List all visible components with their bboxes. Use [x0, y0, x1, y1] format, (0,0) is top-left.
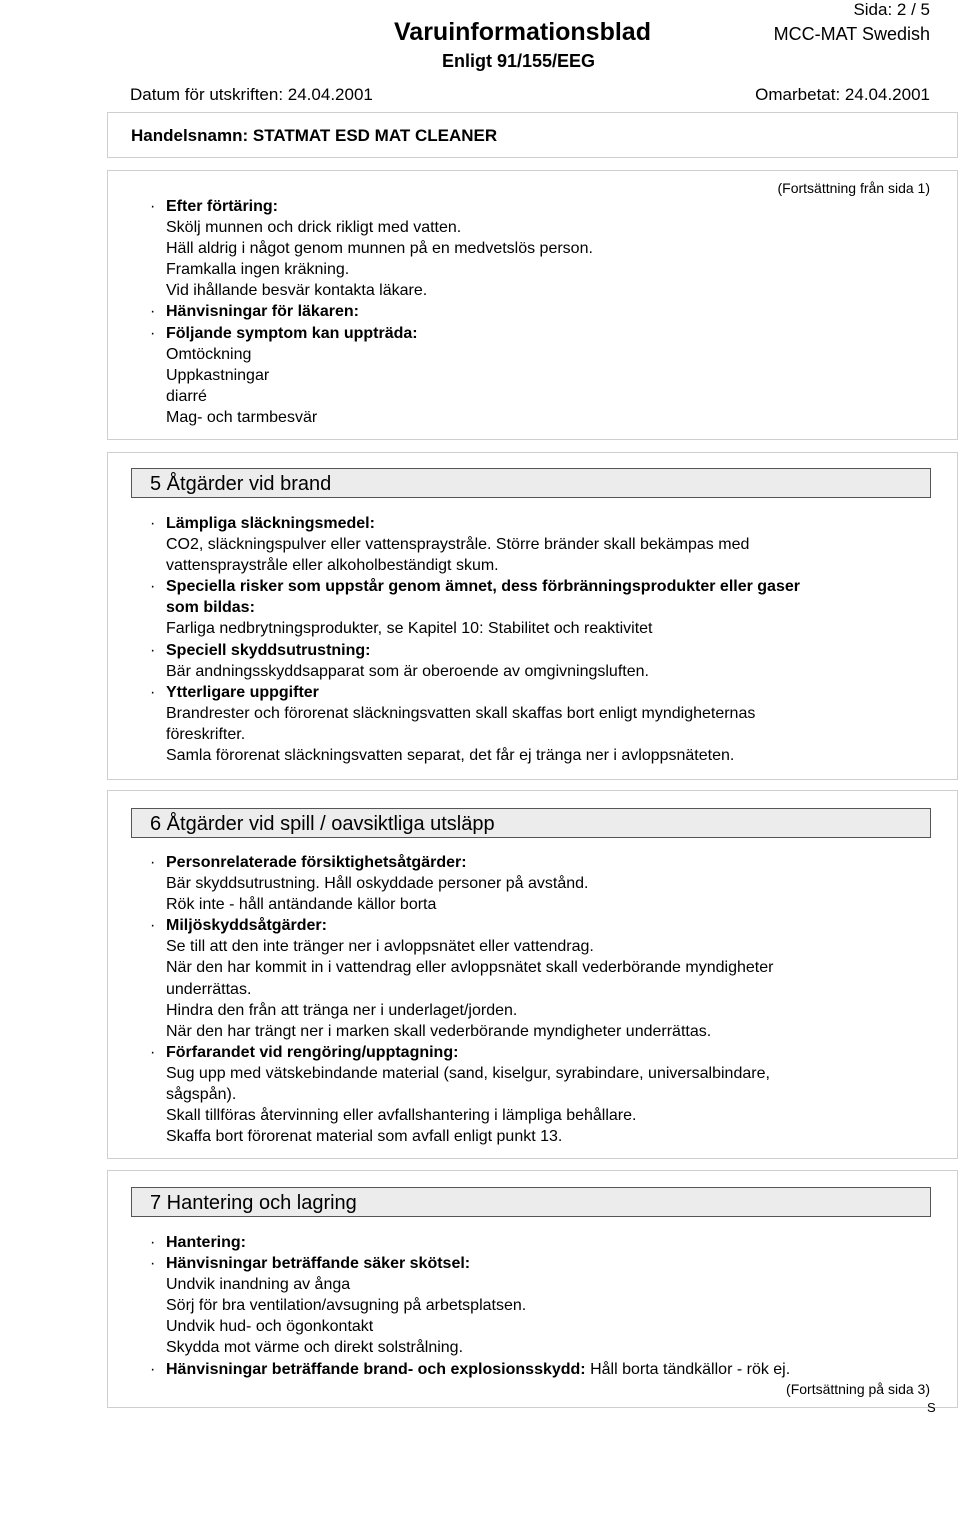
list-item: · Miljöskyddsåtgärder:: [150, 917, 327, 935]
hazards-label: Speciella risker som uppstår genom ämnet, dess förbränningsprodukter eller gaser: [166, 578, 800, 596]
text-line: Sug upp med vätskebindande material (sand, kiselgur, syrabindare, universalbindare,: [166, 1064, 770, 1082]
text-line: Skaffa bort förorenat material som avfall enligt punkt 13.: [166, 1128, 563, 1146]
text-line: Samla förorenat släckningsvatten separat, det får ej tränga ner i avloppsnäteten.: [166, 747, 735, 765]
stray-mark: S: [927, 1400, 936, 1415]
symptoms-label: Följande symptom kan uppträda:: [166, 324, 418, 342]
trade-name: Handelsnamn: STATMAT ESD MAT CLEANER: [131, 126, 498, 145]
text-line: Sörj för bra ventilation/avsugning på arbetsplatsen.: [166, 1297, 527, 1315]
text-line: Brandrester och förorenat släckningsvatten skall skaffas bort enligt myndigheternas: [166, 704, 756, 722]
symptom: Mag- och tarmbesvär: [166, 408, 318, 426]
ingestion-label: Efter förtäring:: [166, 198, 278, 215]
print-date: Datum för utskriften: 24.04.2001: [130, 85, 373, 104]
text-line: CO2, släckningspulver eller vattenspraystråle. Större bränder skall bekämpas med: [166, 536, 750, 554]
text-line: sågspån).: [166, 1086, 237, 1104]
cleanup-label: Förfarandet vid rengöring/upptagning:: [166, 1043, 459, 1061]
symptom: Omtöckning: [166, 345, 252, 363]
revised-date: Omarbetat: 24.04.2001: [755, 85, 930, 104]
section6-heading: 6 Åtgärder vid spill / oavsiktliga utsläpp: [131, 808, 931, 838]
list-item: · Ytterligare uppgifter: [150, 683, 319, 701]
list-item: · Hänvisningar beträffande säker skötsel:: [150, 1255, 471, 1273]
list-item: · Förfarandet vid rengöring/upptagning:: [150, 1043, 459, 1061]
fire-label: Hänvisningar beträffande brand- och explosionsskydd:: [166, 1360, 586, 1378]
section6-content: [150, 852, 773, 1147]
text-line: Skydda mot värme och direkt solstrålning.: [166, 1339, 464, 1357]
list-item: · Lämpliga släckningsmedel:: [150, 515, 375, 532]
text-line: Farliga nedbrytningsprodukter, se Kapitel 10: Stabilitet och reaktivitet: [166, 620, 653, 638]
env-label: Miljöskyddsåtgärder:: [166, 917, 327, 935]
text-line: Bär skyddsutrustning. Håll oskyddade personer på avstånd.: [166, 875, 589, 893]
text-line: När den har kommit in i vattendrag eller avloppsnätet skall vederbörande myndigheter: [166, 959, 774, 977]
equipment-label: Speciell skyddsutrustning:: [166, 641, 371, 659]
text-line: Skölj munnen och drick rikligt med vatten.: [166, 219, 462, 237]
symptom: diarré: [166, 387, 207, 405]
list-item: · Speciell skyddsutrustning:: [150, 641, 371, 659]
handling-label: Hantering:: [166, 1234, 246, 1251]
fire-text: Håll borta tändkällor - rök ej.: [590, 1360, 791, 1378]
text-line: underrättas.: [166, 980, 252, 998]
text-line: Undvik hud- och ögonkontakt: [166, 1318, 374, 1336]
list-item: · Hänvisningar för läkaren:: [150, 303, 359, 321]
page-number: Sida: 2 / 5: [853, 0, 930, 19]
company-name: MCC-MAT Swedish: [773, 24, 930, 44]
continuation-to: (Fortsättning på sida 3): [786, 1381, 930, 1397]
list-item: · Hänvisningar beträffande brand- och explosionsskydd: Håll borta tändkällor - rök ej.: [150, 1360, 791, 1378]
text-line: [150, 597, 800, 618]
text-line: Rök inte - håll antändande källor borta: [166, 896, 437, 914]
text-line: Häll aldrig i något genom munnen på en medvetslös person.: [166, 240, 593, 258]
list-item: · Speciella risker som uppstår genom ämnet, dess förbränningsprodukter eller gaser: [150, 578, 800, 596]
text-line: Framkalla ingen kräkning.: [166, 261, 350, 279]
list-item: · Efter förtäring:: [150, 198, 278, 215]
symptom: Uppkastningar: [166, 366, 270, 384]
text-line: Bär andningsskyddsapparat som är oberoende av omgivningsluften.: [166, 662, 649, 680]
further-label: Ytterligare uppgifter: [166, 683, 319, 701]
text-line: föreskrifter.: [166, 725, 246, 743]
text-line: Undvik inandning av ånga: [166, 1276, 351, 1294]
doctor-label: Hänvisningar för läkaren:: [166, 303, 359, 321]
text-line: Se till att den inte tränger ner i avloppsnätet eller vattendrag.: [166, 938, 594, 956]
section4-content: [150, 196, 593, 428]
document-subtitle: Enligt 91/155/EEG: [442, 51, 596, 71]
media-label: Lämpliga släckningsmedel:: [166, 515, 375, 532]
section7-heading: 7 Hantering och lagring: [131, 1187, 931, 1217]
list-item: · Personrelaterade försiktighetsåtgärder:: [150, 854, 467, 871]
text-line: Skall tillföras återvinning eller avfallshantering i lämpliga behållare.: [166, 1107, 637, 1125]
document-title: Varuinformationsblad: [394, 18, 651, 46]
text-line: När den har trängt ner i marken skall vederbörande myndigheter underrättas.: [166, 1022, 712, 1040]
section5-content: [150, 513, 800, 766]
safe-label: Hänvisningar beträffande säker skötsel:: [166, 1255, 471, 1273]
list-item: · Hantering:: [150, 1234, 246, 1251]
text-line: Hindra den från att tränga ner i underlaget/jorden.: [166, 1001, 518, 1019]
section7-content: [150, 1232, 790, 1380]
personal-label: Personrelaterade försiktighetsåtgärder:: [166, 854, 467, 871]
continuation-from: (Fortsättning från sida 1): [777, 180, 930, 196]
hazards-label-cont: som bildas:: [166, 599, 255, 617]
text-line: vattenspraystråle eller alkoholbeständigt skum.: [166, 557, 499, 575]
list-item: · Följande symptom kan uppträda:: [150, 324, 418, 342]
section5-heading: 5 Åtgärder vid brand: [131, 468, 931, 498]
text-line: Vid ihållande besvär kontakta läkare.: [166, 282, 428, 300]
